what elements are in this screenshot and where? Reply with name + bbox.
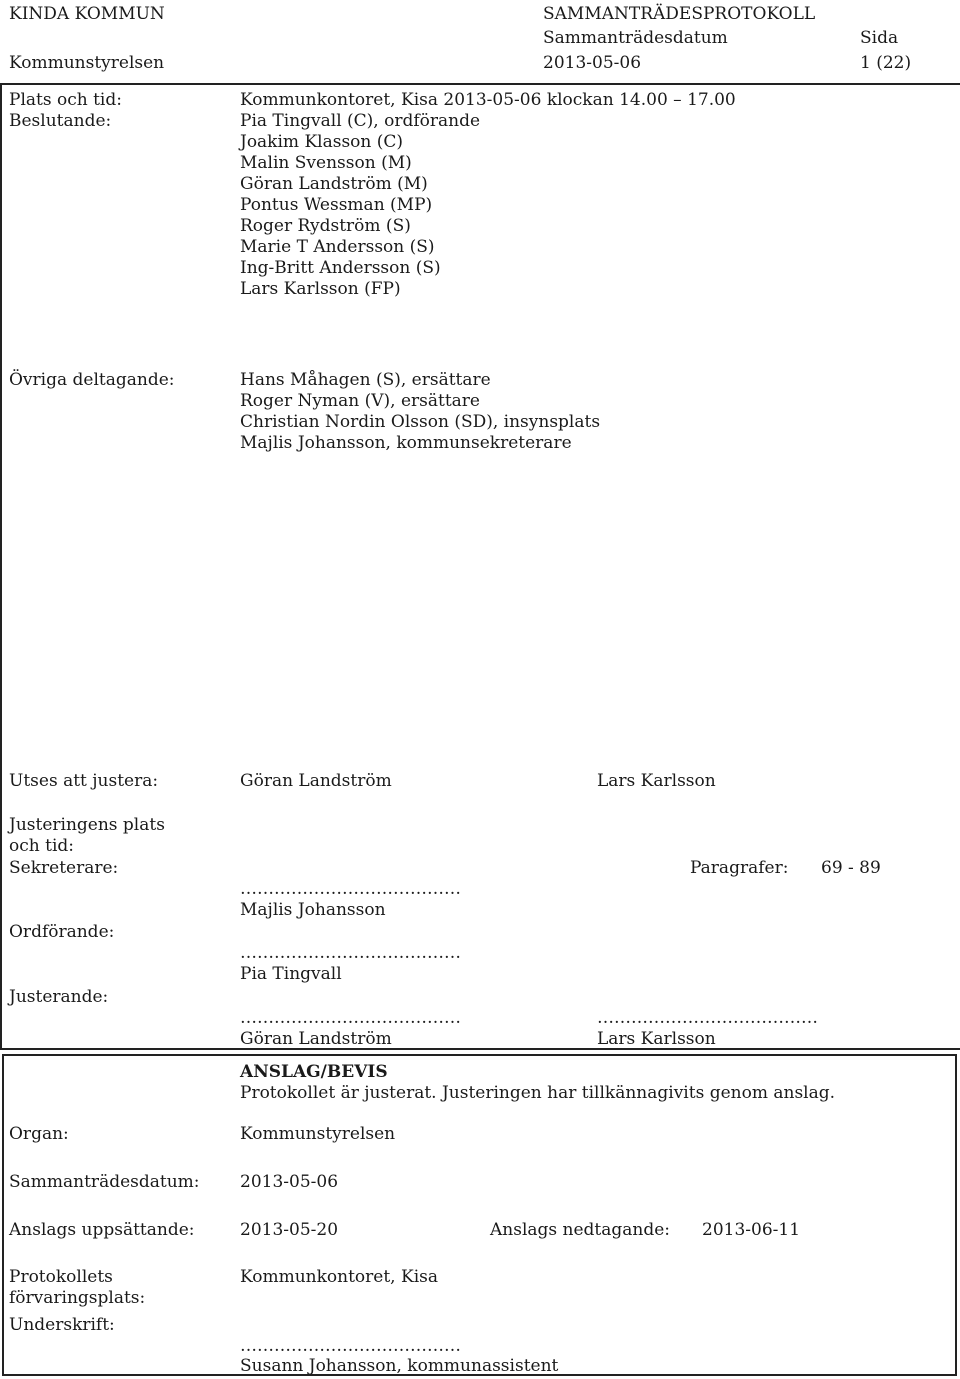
- other-participant: Roger Nyman (V), ersättare: [240, 391, 480, 411]
- deciding-member: Ing-Britt Andersson (S): [240, 258, 441, 278]
- other-participant: Christian Nordin Olsson (SD), insynsplats: [240, 412, 601, 432]
- removal-date-label: Anslags nedtagande:: [490, 1220, 671, 1240]
- secretary-name: Majlis Johansson: [240, 900, 386, 920]
- adjuster-1: Göran Landström: [240, 771, 392, 791]
- chair-name: Pia Tingvall: [240, 964, 342, 984]
- other-participant: Hans Måhagen (S), ersättare: [240, 370, 491, 390]
- storage-label-line2: förvaringsplats:: [9, 1288, 146, 1308]
- deciding-member: Malin Svensson (M): [240, 153, 412, 173]
- adjustment-place-label-line1: Justeringens plats: [9, 815, 165, 835]
- notice-text: Protokollet är justerat. Justeringen har tillkännagivits genom anslag.: [240, 1083, 836, 1103]
- signature-label: Underskrift:: [9, 1315, 115, 1335]
- deciding-member: Roger Rydström (S): [240, 216, 411, 236]
- deciding-list: [240, 111, 480, 300]
- adjusting-name-1: Göran Landström: [240, 1029, 392, 1049]
- paragraphs-value: 69 - 89: [821, 858, 881, 878]
- meeting-date-label: Sammanträdesdatum: [543, 28, 728, 48]
- deciding-member: Marie T Andersson (S): [240, 237, 435, 257]
- meeting-date: 2013-05-06: [543, 53, 642, 73]
- adjuster-2: Lars Karlsson: [597, 771, 716, 791]
- place-time-label: Plats och tid:: [9, 90, 122, 110]
- adjuster-1-signature-line: …………………………………: [240, 1008, 461, 1028]
- document-type: SAMMANTRÄDESPROTOKOLL: [543, 4, 816, 24]
- organ-value: Kommunstyrelsen: [240, 1124, 396, 1144]
- adjusters-label: Utses att justera:: [9, 771, 159, 791]
- secretary-label: Sekreterare:: [9, 858, 119, 878]
- chair-label: Ordförande:: [9, 922, 115, 942]
- notice-meeting-date-label: Sammanträdesdatum:: [9, 1172, 200, 1192]
- other-participant: Majlis Johansson, kommunsekreterare: [240, 433, 572, 453]
- paragraphs-label: Paragrafer:: [690, 858, 789, 878]
- posting-date: 2013-05-20: [240, 1220, 339, 1240]
- adjusting-label: Justerande:: [9, 987, 109, 1007]
- deciding-label: Beslutande:: [9, 111, 112, 131]
- adjusting-name-2: Lars Karlsson: [597, 1029, 716, 1049]
- secretary-signature-line: …………………………………: [240, 879, 461, 899]
- organ-label: Organ:: [9, 1124, 69, 1144]
- signatory-name: Susann Johansson, kommunassistent: [240, 1356, 559, 1376]
- page-label: Sida: [860, 28, 899, 48]
- notice-signature-line: …………………………………: [240, 1336, 461, 1356]
- place-time-value: Kommunkontoret, Kisa 2013-05-06 klockan 14.00 – 17.00: [240, 90, 736, 110]
- deciding-member: Joakim Klasson (C): [240, 132, 404, 152]
- frame-left-border: [0, 83, 2, 1050]
- deciding-member: Lars Karlsson (FP): [240, 279, 401, 299]
- organization-name: KINDA KOMMUN: [9, 4, 165, 24]
- deciding-member: Pontus Wessman (MP): [240, 195, 433, 215]
- other-participants-list: [240, 370, 600, 454]
- chair-signature-line: …………………………………: [240, 943, 461, 963]
- section-divider: [0, 1048, 960, 1050]
- committee-name: Kommunstyrelsen: [9, 53, 165, 73]
- other-participants-label: Övriga deltagande:: [9, 370, 175, 390]
- removal-date: 2013-06-11: [702, 1220, 801, 1240]
- notice-meeting-date: 2013-05-06: [240, 1172, 339, 1192]
- storage-label-line1: Protokollets: [9, 1267, 113, 1287]
- notice-title: ANSLAG/BEVIS: [240, 1062, 388, 1082]
- deciding-member: Pia Tingvall (C), ordförande: [240, 111, 481, 131]
- posting-date-label: Anslags uppsättande:: [9, 1220, 195, 1240]
- adjuster-2-signature-line: …………………………………: [597, 1008, 818, 1028]
- adjustment-place-label-line2: och tid:: [9, 836, 74, 856]
- header-divider: [0, 83, 960, 85]
- deciding-member: Göran Landström (M): [240, 174, 428, 194]
- page-number: 1 (22): [860, 53, 912, 73]
- storage-value: Kommunkontoret, Kisa: [240, 1267, 438, 1287]
